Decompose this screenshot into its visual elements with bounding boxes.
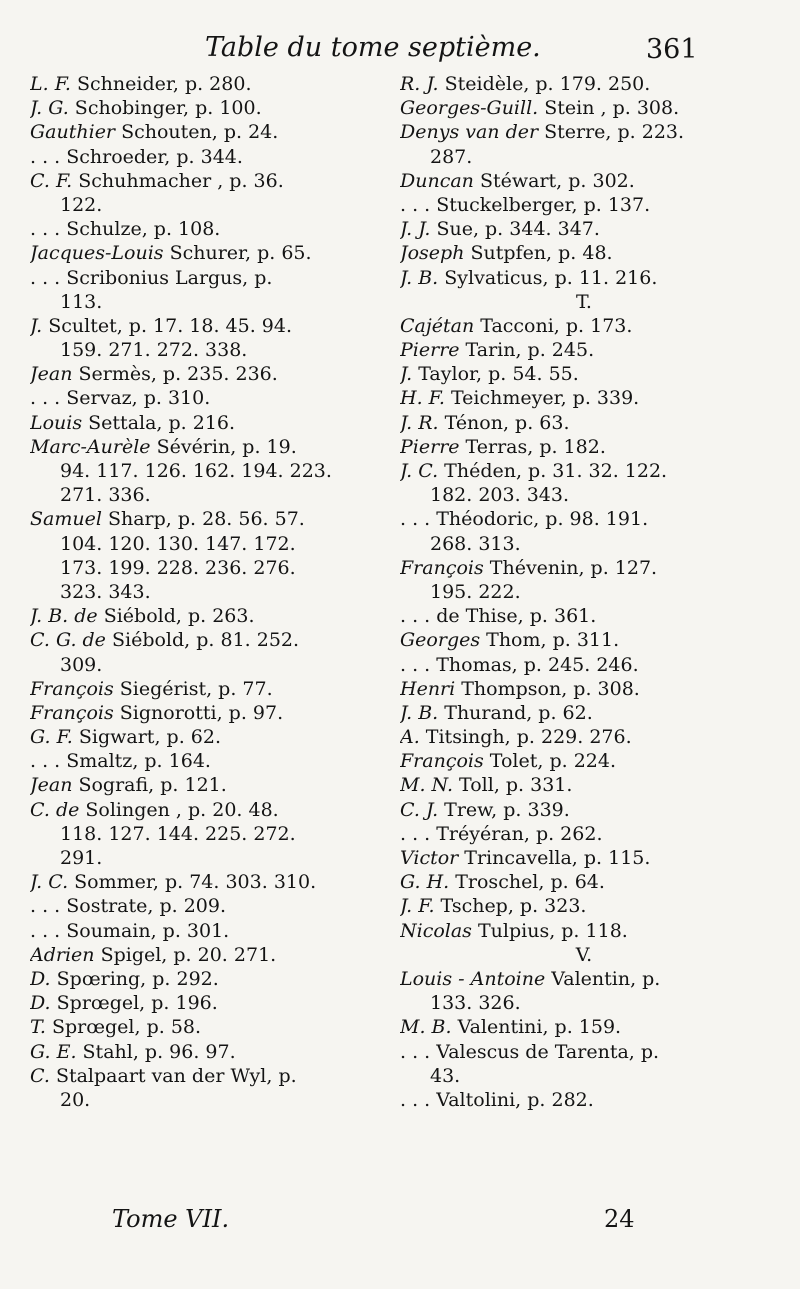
entry-text: Thom, p. 311.	[480, 629, 620, 652]
entry-text: Tulpius, p. 118.	[471, 919, 628, 942]
entry-given-name: Jean	[30, 363, 73, 386]
index-entry	[400, 1015, 768, 1039]
index-entry	[400, 314, 768, 338]
index-entry	[30, 701, 402, 725]
entry-given-name: J. R.	[400, 411, 439, 434]
entry-text: Valentini, p. 159.	[451, 1016, 622, 1039]
entry-given-name: J. G.	[30, 97, 69, 120]
entry-text: Stéwart, p. 302.	[473, 169, 635, 192]
entry-given-name: Victor	[400, 847, 459, 869]
entry-given-name: Samuel	[30, 508, 102, 531]
index-entry	[30, 725, 402, 749]
running-title: Table du tome septième.	[205, 32, 541, 63]
entry-text: Sografi, p. 121.	[72, 774, 227, 797]
entry-text: Tolet, p. 224.	[483, 750, 617, 773]
index-entry	[400, 991, 768, 1015]
index-entry	[400, 338, 768, 362]
entry-text: . . . Schroeder, p. 344.	[30, 145, 243, 168]
entry-text: Stein , p. 308.	[538, 97, 680, 120]
index-entry	[30, 1040, 402, 1064]
entry-text: Thurand, p. 62.	[438, 701, 593, 724]
index-entry	[30, 145, 402, 169]
index-entry	[400, 967, 768, 991]
entry-given-name: Pierre	[400, 435, 460, 458]
entry-given-name: T.	[30, 1016, 46, 1039]
index-entry	[30, 435, 402, 459]
index-entry	[30, 169, 402, 193]
entry-text: 182. 203. 343.	[430, 484, 569, 507]
index-entry	[30, 290, 402, 314]
index-entry	[400, 266, 768, 290]
entry-given-name: Denys van der	[400, 121, 539, 144]
index-entry	[30, 580, 402, 604]
page-footer	[0, 1205, 800, 1241]
index-entry	[30, 677, 402, 701]
entry-text: Stalpaart van der Wyl, p.	[49, 1064, 297, 1087]
index-entry	[400, 532, 768, 556]
entry-given-name: G. H.	[400, 871, 450, 894]
index-entry	[400, 628, 768, 652]
index-entry	[30, 459, 402, 483]
entry-text: . . . Scribonius Largus, p.	[30, 266, 273, 289]
entry-text: Schurer, p. 65.	[163, 242, 312, 265]
entry-given-name: J. F.	[400, 895, 435, 918]
index-entry	[30, 362, 402, 386]
entry-text: Spœring, p. 292.	[50, 967, 219, 990]
entry-text: Siegérist, p. 77.	[113, 677, 273, 700]
entry-text: Ténon, p. 63.	[438, 411, 570, 434]
entry-text: Schobinger, p. 100.	[68, 97, 262, 120]
index-entry	[30, 822, 402, 846]
entry-given-name: G. F.	[30, 726, 73, 749]
entry-text: Taylor, p. 54. 55.	[412, 363, 579, 386]
entry-text: . . . Soumain, p. 301.	[30, 919, 230, 942]
index-entry	[400, 1088, 768, 1112]
index-entry	[30, 749, 402, 773]
section-letter	[400, 943, 768, 967]
entry-text: Tacconi, p. 173.	[474, 314, 633, 337]
index-entry	[400, 846, 768, 870]
entry-given-name: J. B. de	[30, 605, 98, 628]
entry-text: . . . Schulze, p. 108.	[30, 218, 221, 241]
left-column	[30, 72, 402, 1112]
entry-text: . . . Smaltz, p. 164.	[30, 750, 211, 773]
entry-text: Titsingh, p. 229. 276.	[419, 726, 632, 749]
entry-text: Steidèle, p. 179. 250.	[438, 73, 651, 95]
entry-given-name: Cajétan	[400, 314, 475, 337]
entry-text: Valentin, p.	[545, 967, 661, 990]
entry-text: 118. 127. 144. 225. 272.	[60, 822, 296, 845]
entry-text: 122.	[60, 193, 103, 216]
entry-given-name: J. B.	[400, 266, 439, 289]
index-entry	[30, 628, 402, 652]
index-entry	[30, 1088, 402, 1112]
index-entry	[30, 507, 402, 531]
signature-mark: 24	[604, 1205, 635, 1233]
index-entry	[400, 701, 768, 725]
entry-text: . . . Servaz, p. 310.	[30, 387, 211, 410]
entry-given-name: Duncan	[400, 169, 474, 192]
section-letter	[400, 290, 768, 314]
entry-text: Siébold, p. 81. 252.	[105, 629, 300, 652]
index-entry	[400, 169, 768, 193]
index-entry	[30, 653, 402, 677]
entry-given-name: Pierre	[400, 339, 460, 362]
entry-text: Sharp, p. 28. 56. 57.	[101, 508, 305, 531]
index-entry	[400, 411, 768, 435]
entry-given-name: J. J.	[400, 218, 431, 241]
entry-given-name: Louis	[30, 411, 83, 434]
index-entry	[400, 120, 768, 144]
index-entry	[400, 870, 768, 894]
entry-given-name: Joseph	[400, 242, 465, 265]
entry-given-name: François	[30, 677, 114, 700]
index-entry	[400, 435, 768, 459]
index-entry	[30, 532, 402, 556]
entry-text: Schuhmacher , p. 36.	[72, 169, 284, 192]
entry-text: . . . Valtolini, p. 282.	[400, 1088, 594, 1111]
entry-text: Schneider, p. 280.	[70, 73, 252, 95]
entry-given-name: Jean	[30, 774, 73, 797]
entry-text: . . . Tréyéran, p. 262.	[400, 822, 603, 845]
entry-text: Sigwart, p. 62.	[72, 726, 221, 749]
index-entry	[400, 822, 768, 846]
entry-text: Stahl, p. 96. 97.	[76, 1040, 236, 1063]
entry-given-name: Georges-Guill.	[400, 97, 539, 120]
entry-text: 159. 271. 272. 338.	[60, 339, 248, 362]
entry-given-name: D.	[30, 992, 51, 1015]
entry-text: . . . de Thise, p. 361.	[400, 605, 597, 628]
entry-text: . . . Thomas, p. 245. 246.	[400, 653, 639, 676]
entry-text: Sprœgel, p. 58.	[45, 1016, 202, 1039]
index-entry	[400, 459, 768, 483]
index-entry	[30, 967, 402, 991]
entry-given-name: François	[30, 701, 114, 724]
entry-text: Tschep, p. 323.	[434, 895, 587, 918]
index-entry	[400, 72, 768, 96]
entry-text: Sermès, p. 235. 236.	[72, 363, 278, 386]
index-entry	[400, 507, 768, 531]
index-entry	[30, 1064, 402, 1088]
entry-text: 287.	[430, 145, 473, 168]
index-entry	[400, 145, 768, 169]
entry-text: Troschel, p. 64.	[449, 871, 605, 894]
entry-text: Sutpfen, p. 48.	[464, 242, 613, 265]
index-entry	[400, 483, 768, 507]
entry-given-name: L. F.	[30, 73, 71, 95]
index-entry	[400, 894, 768, 918]
entry-text: Sylvaticus, p. 11. 216.	[438, 266, 658, 289]
index-entry	[30, 870, 402, 894]
index-entry	[400, 725, 768, 749]
index-entry	[30, 773, 402, 797]
entry-given-name: C. G. de	[30, 629, 106, 652]
entry-given-name: Nicolas	[400, 919, 472, 942]
entry-given-name: François	[400, 750, 484, 773]
index-entry	[30, 386, 402, 410]
entry-text: Scultet, p. 17. 18. 45. 94.	[42, 314, 293, 337]
entry-given-name: J. C.	[400, 460, 439, 482]
entry-given-name: Adrien	[30, 943, 95, 966]
entry-text: 268. 313.	[430, 532, 521, 555]
entry-text: 173. 199. 228. 236. 276.	[60, 556, 296, 579]
index-entry	[30, 894, 402, 918]
entry-given-name: J.	[400, 363, 413, 386]
index-entry	[30, 604, 402, 628]
entry-text: Thévenin, p. 127.	[483, 556, 658, 579]
entry-text: 94. 117. 126. 162. 194. 223.	[60, 460, 332, 482]
entry-given-name: Louis - Antoine	[400, 967, 546, 990]
index-entry	[30, 72, 402, 96]
entry-given-name: J. B.	[400, 701, 439, 724]
entry-text: Sévérin, p. 19.	[150, 435, 297, 458]
index-entry	[30, 991, 402, 1015]
entry-given-name: Gauthier	[30, 121, 116, 144]
entry-given-name: C. J.	[400, 798, 439, 821]
entry-text: Settala, p. 216.	[82, 411, 236, 434]
index-entry	[30, 241, 402, 265]
entry-given-name: J. C.	[30, 871, 69, 894]
entry-given-name: H. F.	[400, 387, 445, 410]
entry-text: Sommer, p. 74. 303. 310.	[68, 871, 317, 894]
entry-given-name: Georges	[400, 629, 481, 652]
index-entry	[30, 314, 402, 338]
index-entry	[30, 193, 402, 217]
entry-given-name: G. E.	[30, 1040, 77, 1063]
entry-given-name: François	[400, 556, 484, 579]
index-entry	[30, 483, 402, 507]
index-entry	[400, 604, 768, 628]
entry-text: 323. 343.	[60, 580, 151, 603]
index-entry	[30, 919, 402, 943]
entry-text: . . . Sostrate, p. 209.	[30, 895, 226, 918]
index-entry	[30, 338, 402, 362]
right-column	[400, 72, 768, 1112]
entry-text: 271. 336.	[60, 484, 151, 507]
entry-text: T.	[576, 290, 592, 313]
index-entry	[400, 677, 768, 701]
index-entry	[30, 96, 402, 120]
entry-text: Théden, p. 31. 32. 122.	[438, 460, 668, 482]
index-entry	[30, 1015, 402, 1039]
entry-text: 104. 120. 130. 147. 172.	[60, 532, 296, 555]
page-number: 361	[646, 34, 698, 65]
index-entry	[400, 217, 768, 241]
entry-given-name: M. N.	[400, 774, 453, 797]
index-entry	[400, 362, 768, 386]
entry-text: Spigel, p. 20. 271.	[94, 943, 277, 966]
page-header	[0, 30, 800, 70]
entry-text: Siébold, p. 263.	[97, 605, 255, 628]
index-entry	[30, 943, 402, 967]
index-entry	[400, 580, 768, 604]
entry-text: Sterre, p. 223.	[538, 121, 685, 144]
index-entry	[400, 386, 768, 410]
entry-given-name: C. F.	[30, 169, 73, 192]
index-entry	[400, 773, 768, 797]
index-entry	[400, 653, 768, 677]
entry-text: V.	[575, 943, 593, 966]
entry-text: 291.	[60, 847, 103, 869]
entry-text: Trincavella, p. 115.	[458, 847, 651, 869]
index-entry	[30, 266, 402, 290]
index-entry	[30, 120, 402, 144]
index-entry	[400, 1064, 768, 1088]
entry-given-name: R. J.	[400, 73, 439, 95]
entry-text: . . . Stuckelberger, p. 137.	[400, 193, 651, 216]
entry-given-name: Marc-Aurèle	[30, 435, 151, 458]
volume-label: Tome VII.	[112, 1205, 230, 1233]
index-entry	[30, 411, 402, 435]
entry-text: 133. 326.	[430, 992, 521, 1015]
entry-text: . . . Théodoric, p. 98. 191.	[400, 508, 649, 531]
index-entry	[400, 1040, 768, 1064]
entry-text: 20.	[60, 1088, 91, 1111]
index-entry	[400, 798, 768, 822]
index-entry	[400, 241, 768, 265]
entry-text: 195. 222.	[430, 580, 521, 603]
entry-text: Signorotti, p. 97.	[113, 701, 284, 724]
entry-text: 113.	[60, 290, 103, 313]
entry-text: Trew, p. 339.	[438, 798, 570, 821]
entry-given-name: D.	[30, 967, 51, 990]
entry-given-name: M. B.	[400, 1016, 452, 1039]
index-entry	[400, 193, 768, 217]
entry-text: Thompson, p. 308.	[455, 677, 640, 700]
index-entry	[30, 846, 402, 870]
index-entry	[400, 556, 768, 580]
entry-text: Toll, p. 331.	[452, 774, 573, 797]
entry-text: Sprœgel, p. 196.	[50, 992, 218, 1015]
entry-text: 309.	[60, 653, 103, 676]
entry-given-name: A.	[400, 726, 420, 749]
entry-given-name: Jacques-Louis	[30, 242, 164, 265]
entry-text: Solingen , p. 20. 48.	[79, 798, 279, 821]
entry-given-name: J.	[30, 314, 43, 337]
entry-text: Schouten, p. 24.	[115, 121, 279, 144]
index-entry	[30, 556, 402, 580]
index-entry	[30, 798, 402, 822]
index-entry	[30, 217, 402, 241]
index-entry	[400, 749, 768, 773]
entry-text: Teichmeyer, p. 339.	[444, 387, 640, 410]
entry-given-name: C. de	[30, 798, 80, 821]
entry-text: Terras, p. 182.	[459, 435, 606, 458]
entry-given-name: Henri	[400, 677, 456, 700]
entry-text: 43.	[430, 1064, 461, 1087]
index-entry	[400, 96, 768, 120]
entry-given-name: C.	[30, 1064, 50, 1087]
entry-text: Tarin, p. 245.	[459, 339, 595, 362]
entry-text: . . . Valescus de Tarenta, p.	[400, 1040, 660, 1063]
entry-text: Sue, p. 344. 347.	[430, 218, 600, 241]
index-entry	[400, 919, 768, 943]
